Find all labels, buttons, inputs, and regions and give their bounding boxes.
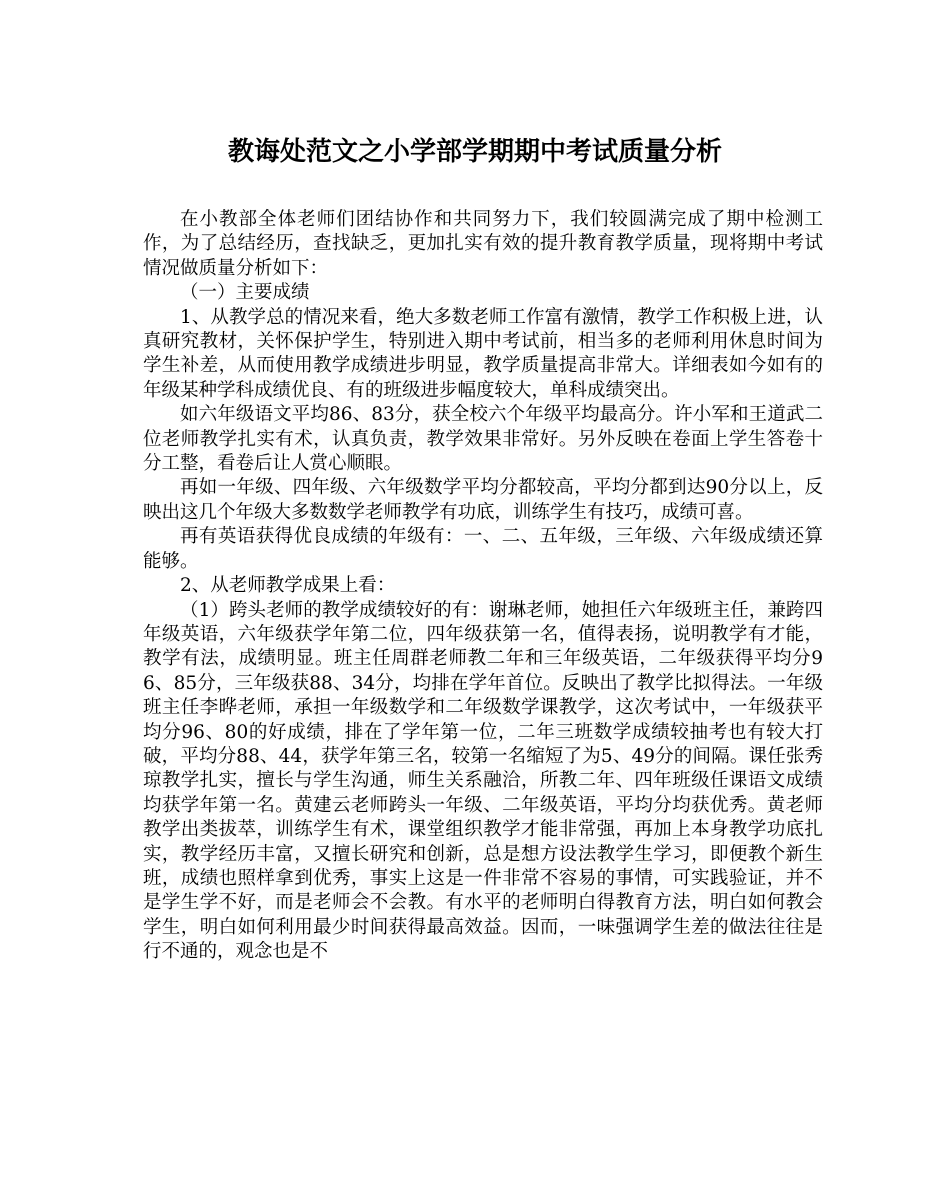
document-title: 教诲处范文之小学部学期期中考试质量分析	[227, 137, 722, 167]
subheading-teacher-results: 2、从老师教学成果上看：	[180, 575, 396, 597]
section-heading-main-results: （一）主要成绩	[180, 282, 310, 304]
paragraph-cross-grade-teachers: （1）跨头老师的教学成绩较好的有：谢琳老师，她担任六年级班主任，兼跨四年级英语，六年级获学年第二位，四年级获第一名，值得表扬，说明教学有才能，教学有法，成绩明显。班主任周群老师教二年和三年级英语，二年级获得平均分96、85分，三年级获88、34分，均排在学年首位。反映出了教学比拟得法。一年级班主任李晔老师，承担一年级数学和二年级数学课教学，这次考试中，一年级获平均分96、80的好成绩，排在了学年第一位，二年三班数学成绩较抽考也有较大打破，平均分88、44，获学年第三名，较第一名缩短了为5、49分的间隔。课任张秀琼教学扎实，擅长与学生沟通，师生关系融洽，所教二年、四年班级任课语文成绩均获学年第一名。黄建云老师跨头一年级、二年级英语，平均分均获优秀。黄老师教学出类拔萃，训练学生有术，课堂组织教学才能非常强，再加上本身教学功底扎实，教学经历丰富，又擅长研究和创新，总是想方设法教学生学习，即便教个新生班，成绩也照样拿到优秀，事实上这是一件非常不容易的事情，可实践验证，并不是学生学不好，而是老师会不会教。有水平的老师明白得教育方法，明白如何教会学生，明白如何利用最少时间获得最高效益。因而，一味强调学生差的做法往往是行不通的，观念也是不	[143, 599, 823, 963]
paragraph-math-results: 再如一年级、四年级、六年级数学平均分都较高，平均分都到达90分以上，反映出这几个年级大多数数学老师教学有功底，训练学生有技巧，成绩可喜。	[143, 477, 823, 523]
paragraph-overall-teaching: 1、从教学总的情况来看，绝大多数老师工作富有激情，教学工作积极上进，认真研究教材，关怀保护学生，特别进入期中考试前，相当多的老师利用休息时间为学生补差，从而使用教学成绩进步明显，教学质量提高非常大。详细表如今如有的年级某种学科成绩优良、有的班级进步幅度较大，单科成绩突出。	[143, 306, 823, 401]
paragraph-grade6-chinese: 如六年级语文平均86、83分，获全校六个年级平均最高分。许小军和王道武二位老师教学扎实有术，认真负责，教学效果非常好。另外反映在卷面上学生答卷十分工整，看卷后让人赏心顺眼。	[143, 404, 823, 475]
paragraph-intro: 在小教部全体老师们团结协作和共同努力下，我们较圆满完成了期中检测工作，为了总结经历，查找缺乏，更加扎实有效的提升教育教学质量，现将期中考试情况做质量分析如下：	[143, 209, 823, 279]
document-body	[143, 208, 823, 965]
paragraph-english-results: 再有英语获得优良成绩的年级有：一、二、五年级，三年级、六年级成绩还算能够。	[143, 526, 823, 572]
